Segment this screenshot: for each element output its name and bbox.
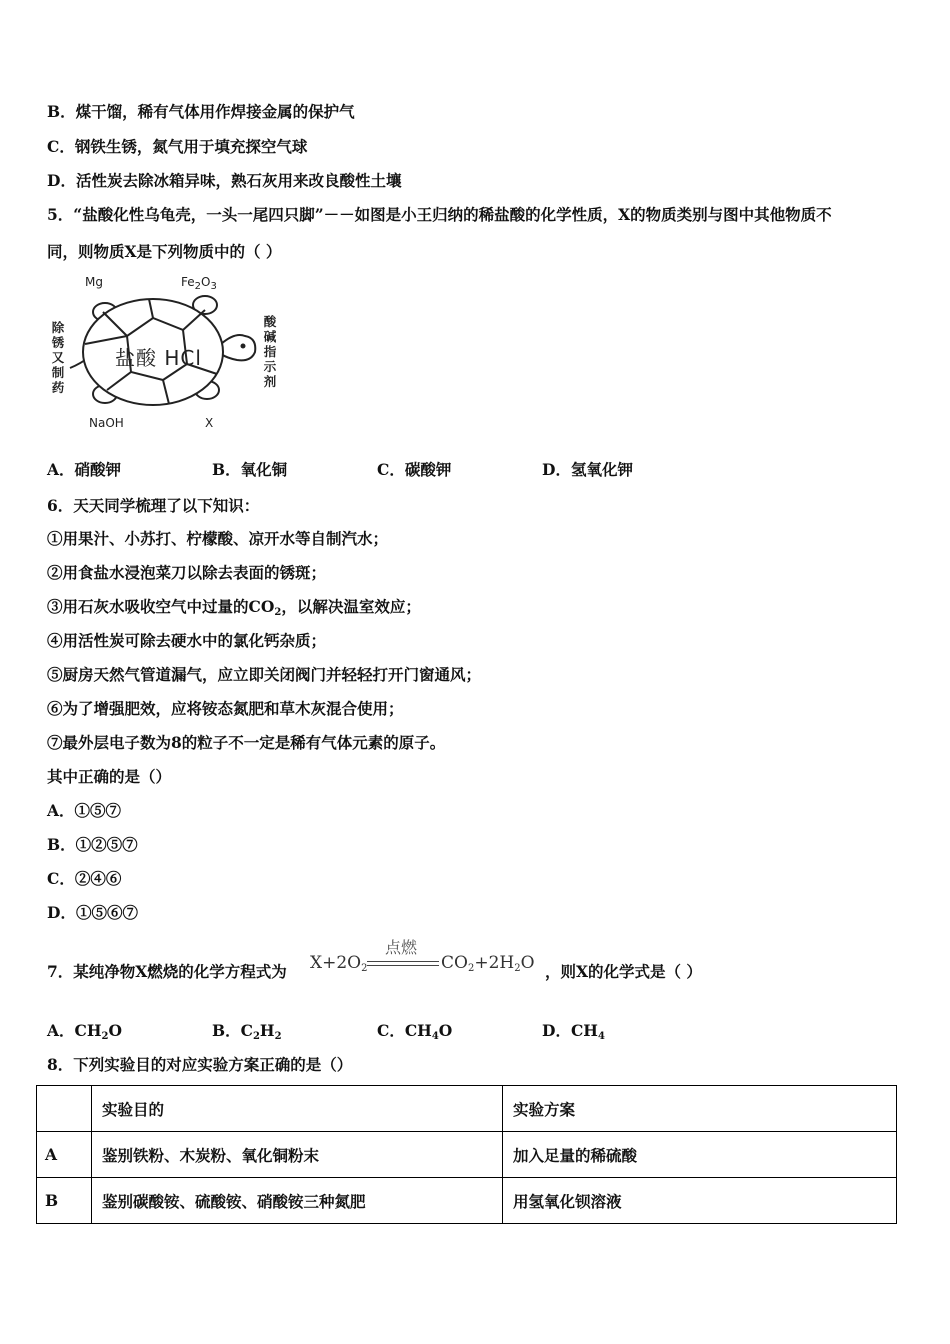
q6-question: 其中正确的是（） [47, 767, 172, 786]
q6-item-6: ⑥为了增强肥效，应将铵态氮肥和草木灰混合使用； [47, 699, 404, 718]
q6-item-2: ②用食盐水浸泡菜刀以除去表面的锈斑； [47, 563, 327, 582]
table-cell: 鉴别铁粉、木炭粉、氧化铜粉末 [92, 1132, 503, 1178]
equation-condition: 点燃 [385, 938, 418, 957]
q7-option-b: B．$C_2H_2$ [212, 1021, 282, 1042]
x-label: X [205, 416, 214, 430]
q5-option-d: D．氢氧化钾 [542, 460, 633, 479]
table-header-cell [37, 1086, 92, 1132]
q6-stem: 6．天天同学梳理了以下知识： [47, 496, 260, 515]
q7-stem-part2: ，则X的化学式是（ ） [545, 962, 702, 981]
equation-line-bottom [367, 965, 439, 966]
equation-products: $CO_2+2H_2O$ [441, 953, 535, 974]
table-cell: B [37, 1178, 92, 1224]
q6-item-5: ⑤厨房天然气管道漏气，应立即关闭阀门并轻轻打开门窗通风； [47, 665, 482, 684]
q7-stem-part1: 7．某纯净物X燃烧的化学方程式为 [47, 962, 287, 981]
q6-option-a: A．①⑤⑦ [47, 801, 122, 820]
q4-option-b: B．煤干馏，稀有气体用作焊接金属的保护气 [47, 102, 355, 121]
hcl-center-label: 盐酸 HCl [115, 346, 202, 370]
q6-item-1: ①用果汁、小苏打、柠檬酸、凉开水等自制汽水； [47, 529, 389, 548]
q6-item-4: ④用活性炭可除去硬水中的氯化钙杂质； [47, 631, 327, 650]
equation-reactants: $X+2O_2$ [310, 953, 368, 974]
table-cell: A [37, 1132, 92, 1178]
q4-option-c: C．钢铁生锈，氮气用于填充探空气球 [47, 137, 308, 156]
table-header-row [37, 1086, 897, 1132]
combustion-equation [310, 935, 540, 983]
turtle-diagram [45, 272, 285, 437]
q4-option-d: D．活性炭去除冰箱异味，熟石灰用来改良酸性土壤 [47, 171, 402, 190]
q5-option-b: B．氧化铜 [212, 460, 288, 479]
table-row [37, 1178, 897, 1224]
rust-removal-text: 除 锈 又 制 药 [51, 320, 65, 395]
q5-option-a: A．硝酸钾 [47, 460, 122, 479]
table-header-cell: 实验目的 [92, 1086, 503, 1132]
equation-line-top [367, 961, 439, 962]
q8-stem: 8．下列实验目的对应实验方案正确的是（） [47, 1055, 353, 1074]
q5-stem-line2: 同，则物质X是下列物质中的（ ） [47, 242, 282, 261]
q5-option-c: C．碳酸钾 [377, 460, 452, 479]
q5-stem-line1: 5．“盐酸化性乌龟壳，一头一尾四只脚”－－如图是小王归纳的稀盐酸的化学性质，X的物质类别与图中其他物质不 [47, 205, 832, 224]
table-cell: 加入足量的稀硫酸 [503, 1132, 897, 1178]
indicator-text: 酸 碱 指 示 剂 [263, 314, 277, 389]
experiment-table [36, 1085, 897, 1224]
q6-option-c: C．②④⑥ [47, 869, 122, 888]
q7-option-a: A．$CH_2O$ [47, 1021, 122, 1042]
table-cell: 用氢氧化钡溶液 [503, 1178, 897, 1224]
mg-label: Mg [85, 275, 103, 289]
q7-option-d: D．$CH_4$ [542, 1021, 605, 1042]
q6-item-7: ⑦最外层电子数为8的粒子不一定是稀有气体元素的原子。 [47, 733, 446, 752]
q6-option-b: B．①②⑤⑦ [47, 835, 138, 854]
table-cell: 鉴别碳酸铵、硫酸铵、硝酸铵三种氮肥 [92, 1178, 503, 1224]
q6-item-3: ③用石灰水吸收空气中过量的$CO_2$，以解决温室效应； [47, 597, 421, 618]
q7-option-c: C．$CH_4O$ [377, 1021, 453, 1042]
q6-option-d: D．①⑤⑥⑦ [47, 903, 138, 922]
fe2o3-label: $Fe_2O_3$ [181, 275, 217, 292]
naoh-label: NaOH [89, 416, 124, 430]
table-header-cell: 实验方案 [503, 1086, 897, 1132]
table-row [37, 1132, 897, 1178]
